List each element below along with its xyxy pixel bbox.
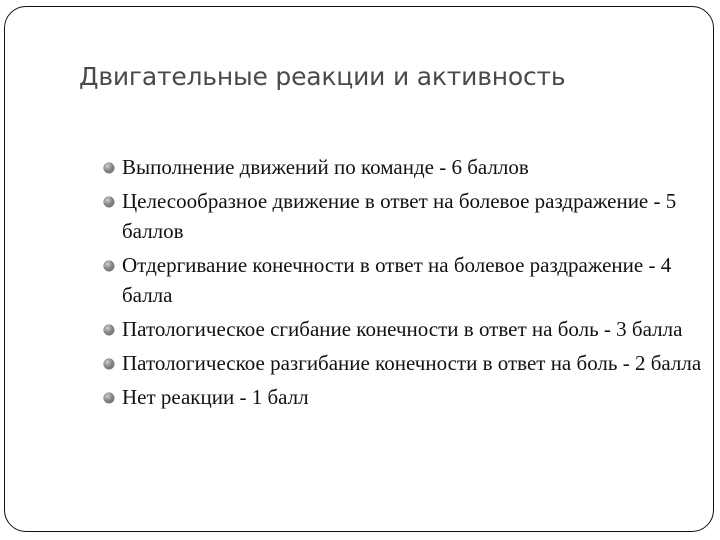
list-item <box>102 152 702 182</box>
bullet-list <box>102 152 702 416</box>
list-item <box>102 250 702 310</box>
list-item <box>102 348 702 378</box>
list-item-text: Выполнение движений по команде - 6 баллов <box>122 155 529 179</box>
bullet-icon <box>104 163 114 173</box>
bullet-icon <box>104 359 114 369</box>
list-item-text: Нет реакции - 1 балл <box>122 385 309 409</box>
list-item-text: Отдергивание конечности в ответ на болевое раздражение - 4 балла <box>122 253 672 307</box>
list-item-text: Патологическое сгибание конечности в ответ на боль - 3 балла <box>122 317 683 341</box>
list-item-text: Целесообразное движение в ответ на болевое раздражение - 5 баллов <box>122 189 677 243</box>
bullet-icon <box>104 393 114 403</box>
bullet-icon <box>104 325 114 335</box>
list-item <box>102 186 702 246</box>
bullet-icon <box>104 197 114 207</box>
slide-title: Двигательные реакции и активность <box>79 62 566 91</box>
list-item-text: Патологическое разгибание конечности в ответ на боль - 2 балла <box>122 351 702 375</box>
bullet-icon <box>104 261 114 271</box>
list-item <box>102 314 702 344</box>
list-item <box>102 382 702 412</box>
